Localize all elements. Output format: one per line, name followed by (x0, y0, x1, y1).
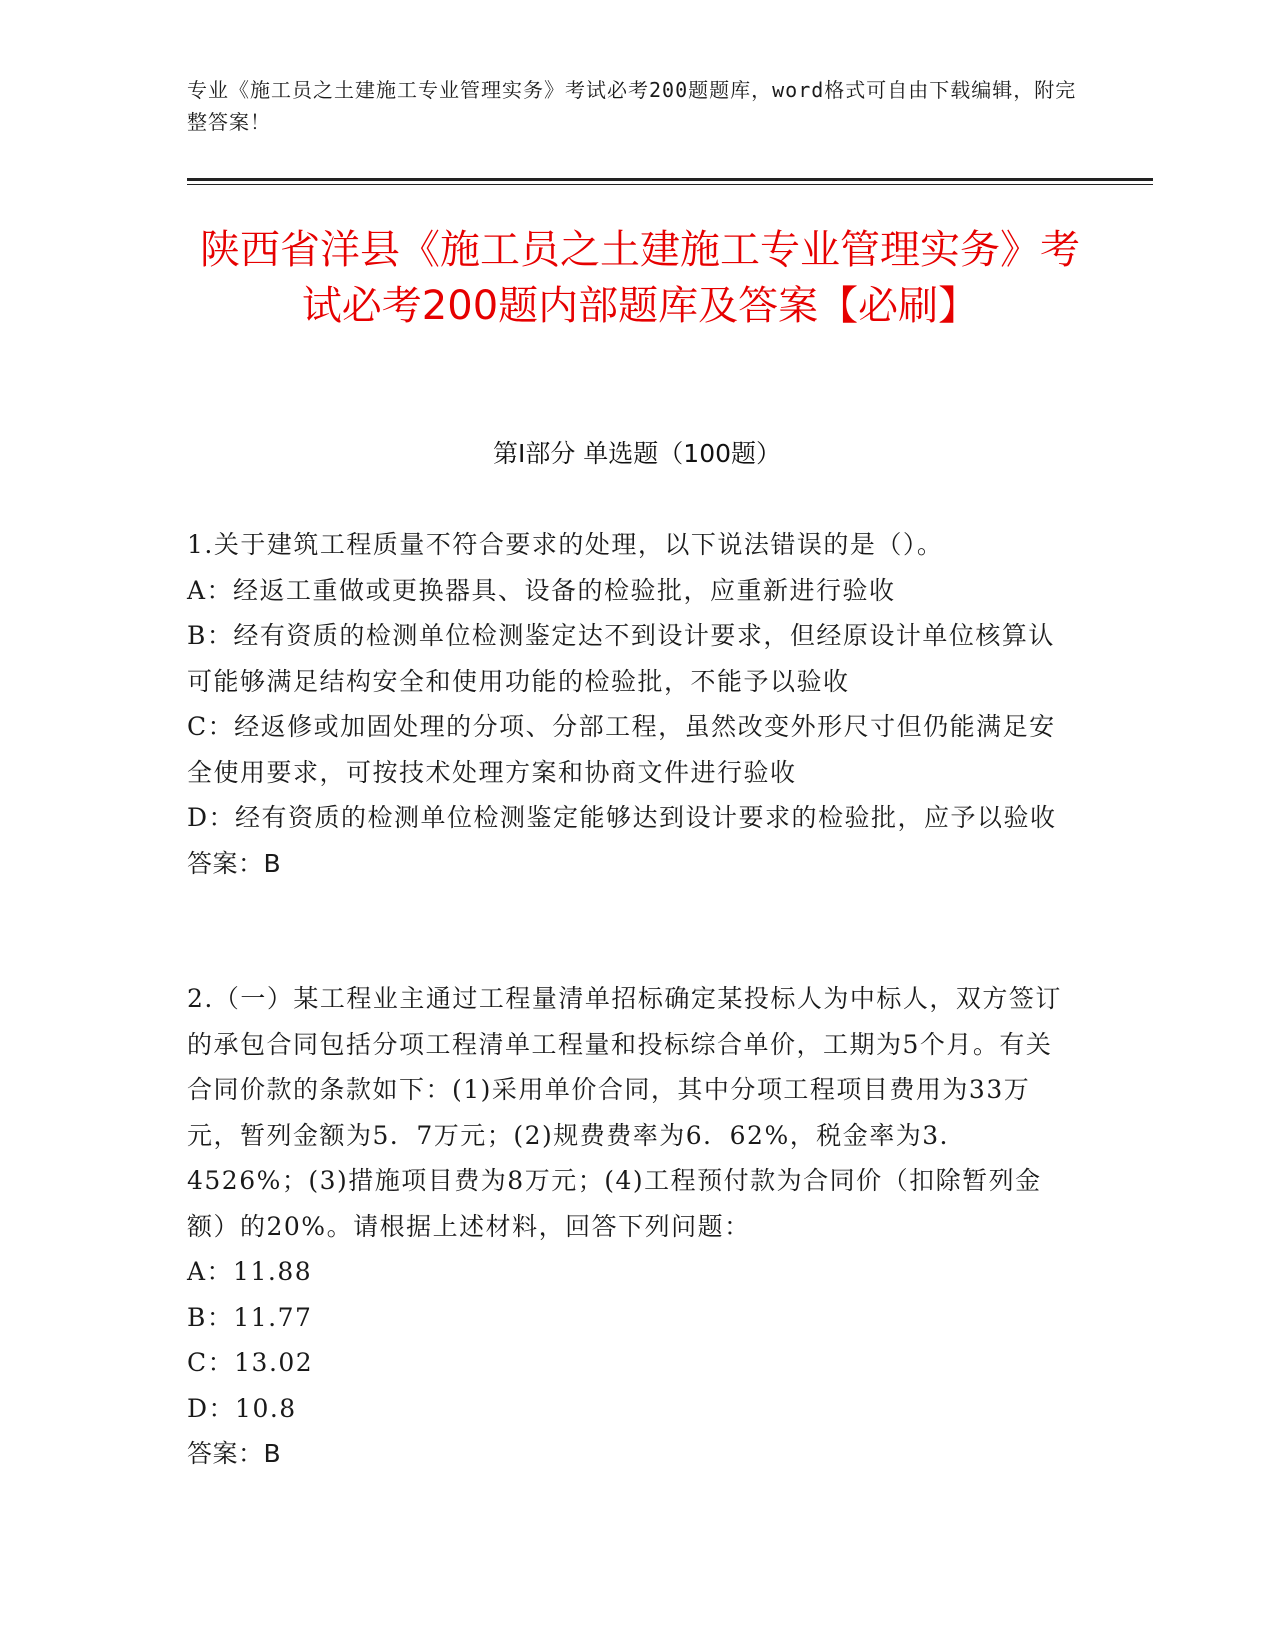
section-title: 第I部分 单选题（100题） (492, 439, 782, 468)
option-b: B：经有资质的检测单位检测鉴定达不到设计要求，但经原设计单位核算认可能够满足结构安全和使用功能的检验批，不能予以验收 (187, 621, 1055, 696)
header-rule-thin (187, 184, 1153, 185)
document-title: 陕西省洋县《施工员之土建施工专业管理实务》考试必考200题内部题库及答案【必刷】 (200, 227, 1080, 329)
header-note: 专业《施工员之土建施工专业管理实务》考试必考200题题库，word格式可自由下载编辑，附完整答案！ (187, 78, 1077, 134)
question-2 (187, 976, 1077, 1477)
answer: 答案：B (187, 1439, 282, 1468)
question-stem: 2.（一）某工程业主通过工程量清单招标确定某投标人为中标人，双方签订的承包合同包括分项工程清单工程量和投标综合单价，工期为5个月。有关合同价款的条款如下：(1)采用单价合同，其中分项工程项目费用为33万元，暂列金额为5．7万元；(2)规费费率为6．62%，税金率为3．4526%；(3)措施项目费为8万元；(4)工程预付款为合同价（扣除暂列金额）的20%。请根据上述材料，回答下列问题： (187, 984, 1062, 1241)
option-c: C：经返修或加固处理的分项、分部工程，虽然改变外形尺寸但仍能满足安全使用要求，可按技术处理方案和协商文件进行验收 (187, 712, 1056, 787)
header-rule-thick (187, 178, 1153, 181)
option-d: D：10.8 (187, 1393, 297, 1423)
option-a: A：经返工重做或更换器具、设备的检验批，应重新进行验收 (187, 575, 896, 605)
option-b: B：11.77 (187, 1302, 313, 1332)
option-d: D：经有资质的检测单位检测鉴定能够达到设计要求的检验批，应予以验收 (187, 803, 1057, 832)
option-c: C：13.02 (187, 1348, 314, 1377)
option-a: A：11.88 (187, 1257, 313, 1286)
question-1 (187, 522, 1077, 886)
question-stem: 1.关于建筑工程质量不符合要求的处理，以下说法错误的是（）。 (187, 530, 944, 559)
answer: 答案：B (187, 848, 282, 878)
